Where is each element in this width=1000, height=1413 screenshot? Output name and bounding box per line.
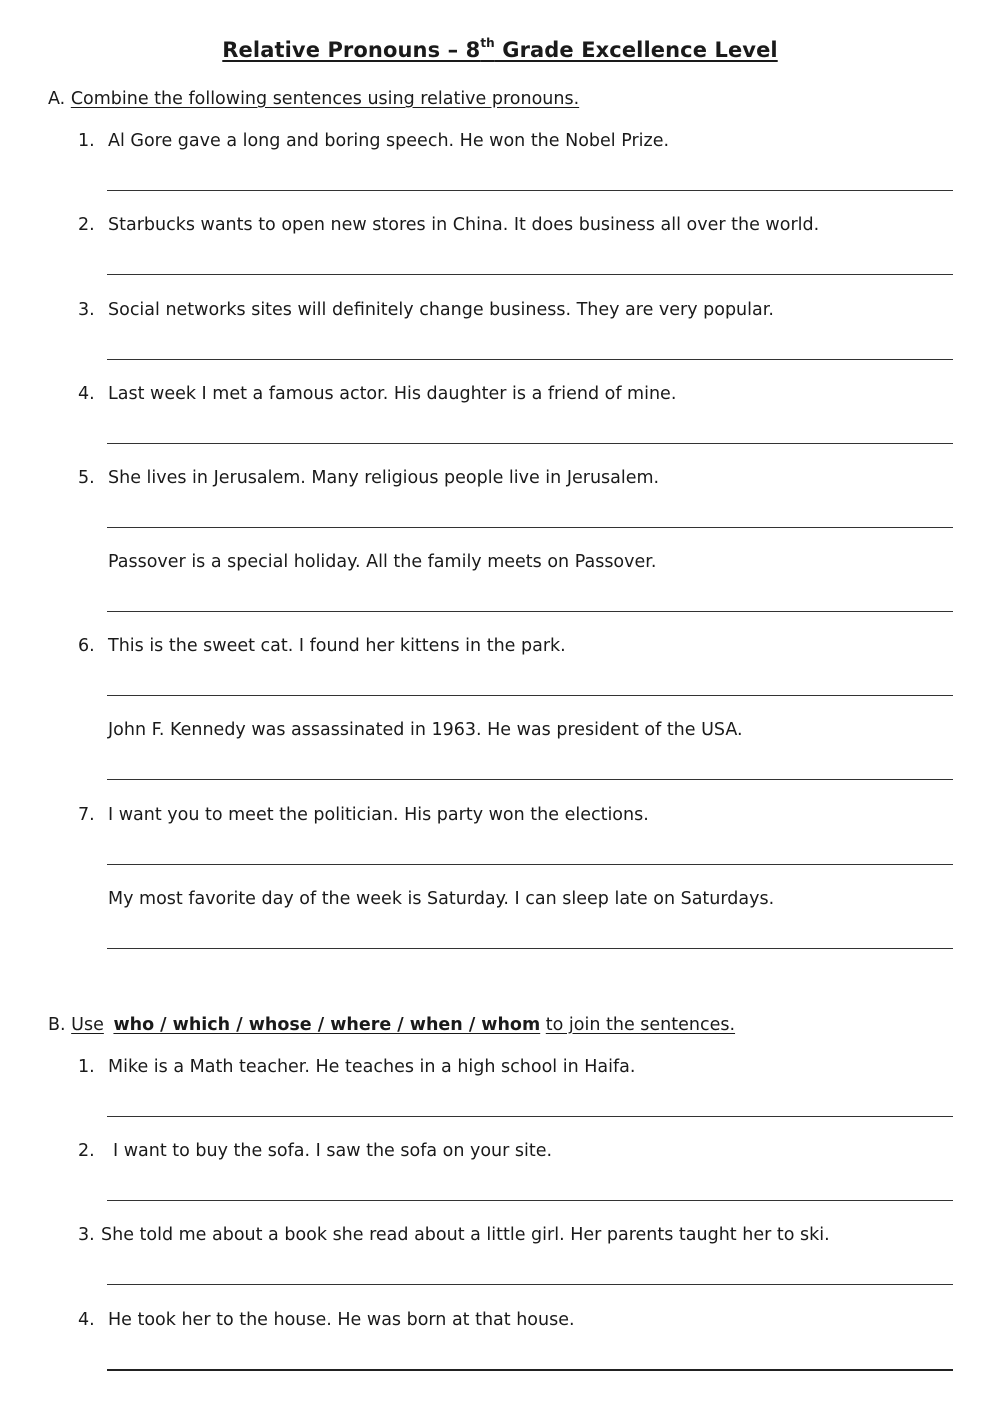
question-number: 5.: [78, 468, 95, 488]
question-text: Passover is a special holiday. All the family meets on Passover.: [108, 552, 657, 572]
answer-line[interactable]: [107, 274, 953, 275]
answer-line[interactable]: [107, 1116, 953, 1117]
section-a-letter: A.: [48, 89, 66, 109]
question-text: Al Gore gave a long and boring speech. He won the Nobel Prize.: [108, 131, 670, 151]
question-text: My most favorite day of the week is Saturday. I can sleep late on Saturdays.: [108, 889, 775, 909]
question-number: 2.: [78, 1141, 95, 1161]
question-text: This is the sweet cat. I found her kittens in the park.: [108, 636, 566, 656]
page-title: [0, 38, 1000, 62]
answer-line[interactable]: [107, 695, 953, 696]
question-text: Social networks sites will definitely change business. They are very popular.: [108, 300, 774, 320]
section-b-heading: [48, 1015, 735, 1035]
answer-line[interactable]: [107, 190, 953, 191]
title-superscript: th: [480, 36, 495, 50]
section-b-after: to join the sentences.: [545, 1015, 736, 1035]
question-number: 3.: [78, 1225, 95, 1245]
answer-line[interactable]: [107, 443, 953, 444]
answer-line[interactable]: [107, 1369, 953, 1371]
answer-line[interactable]: [107, 359, 953, 360]
section-b-pronoun-list: who / which / whose / where / when / whom: [113, 1015, 541, 1035]
question-number: 7.: [78, 805, 95, 825]
question-text: John F. Kennedy was assassinated in 1963. He was president of the USA.: [108, 720, 743, 740]
question-text: Starbucks wants to open new stores in China. It does business all over the world.: [108, 215, 820, 235]
question-text: Mike is a Math teacher. He teaches in a high school in Haifa.: [108, 1057, 636, 1077]
question-text: She lives in Jerusalem. Many religious people live in Jerusalem.: [108, 468, 660, 488]
question-number: 4.: [78, 384, 95, 404]
question-number: 1.: [78, 131, 95, 151]
question-text: Last week I met a famous actor. His daughter is a friend of mine.: [108, 384, 677, 404]
question-number: 3.: [78, 300, 95, 320]
answer-line[interactable]: [107, 948, 953, 949]
question-number: 1.: [78, 1057, 95, 1077]
answer-line[interactable]: [107, 611, 953, 612]
question-text: She told me about a book she read about a little girl. Her parents taught her to ski.: [101, 1225, 830, 1245]
question-number: 4.: [78, 1310, 95, 1330]
question-text: I want you to meet the politician. His party won the elections.: [108, 805, 649, 825]
question-text: I want to buy the sofa. I saw the sofa on your site.: [113, 1141, 553, 1161]
section-a-heading: [48, 89, 579, 109]
answer-line[interactable]: [107, 1284, 953, 1285]
question-number: 6.: [78, 636, 95, 656]
title-text: Relative Pronouns – 8th Grade Excellence Level: [222, 36, 778, 62]
section-a-instruction: Combine the following sentences using relative pronouns.: [70, 89, 580, 109]
section-b-use: Use: [71, 1015, 104, 1035]
answer-line[interactable]: [107, 864, 953, 865]
question-text: He took her to the house. He was born at that house.: [108, 1310, 575, 1330]
answer-line[interactable]: [107, 779, 953, 780]
question-number: 2.: [78, 215, 95, 235]
answer-line[interactable]: [107, 527, 953, 528]
answer-line[interactable]: [107, 1200, 953, 1201]
section-b-letter: B.: [48, 1015, 66, 1035]
